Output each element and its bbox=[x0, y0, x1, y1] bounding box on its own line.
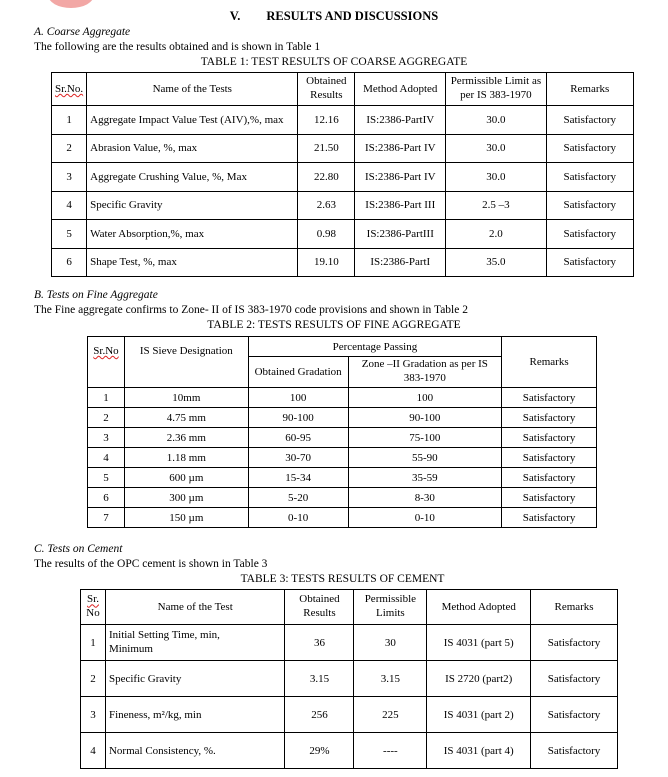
col-header-method: Method Adopted bbox=[427, 590, 531, 625]
cell-limit: 3.15 bbox=[354, 661, 427, 697]
cell-obtained: 29% bbox=[285, 733, 354, 769]
table-row bbox=[81, 625, 618, 661]
cell-sr: 4 bbox=[81, 733, 106, 769]
table-row bbox=[81, 733, 618, 769]
cell-sieve: 4.75 mm bbox=[124, 408, 248, 428]
cell-obtained: 90-100 bbox=[248, 408, 348, 428]
cell-obtained: 2.63 bbox=[298, 191, 355, 220]
cell-method: IS:2386-PartIII bbox=[355, 220, 446, 249]
cell-obtained: 30-70 bbox=[248, 448, 348, 468]
cell-limit: 30 bbox=[354, 625, 427, 661]
cell-zone: 8-30 bbox=[348, 488, 502, 508]
cell-method: IS:2386-Part IV bbox=[355, 134, 446, 163]
cell-obtained: 100 bbox=[248, 388, 348, 408]
col-header-zone: Zone –II Gradation as per IS 383-1970 bbox=[348, 357, 502, 388]
cell-zone: 75-100 bbox=[348, 428, 502, 448]
cell-sr: 5 bbox=[52, 220, 87, 249]
cell-test-name: Initial Setting Time, min, Minimum bbox=[105, 625, 285, 661]
cell-remarks: Satisfactory bbox=[502, 428, 597, 448]
cell-remarks: Satisfactory bbox=[502, 448, 597, 468]
cell-obtained: 0-10 bbox=[248, 508, 348, 528]
cell-limit: 30.0 bbox=[446, 106, 546, 135]
table-row bbox=[81, 697, 618, 733]
cell-limit: 35.0 bbox=[446, 248, 546, 277]
paragraph-a: The following are the results obtained and is shown in Table 1 bbox=[34, 41, 321, 53]
cell-limit: 2.0 bbox=[446, 220, 546, 249]
cell-limit: 30.0 bbox=[446, 163, 546, 192]
cell-zone: 0-10 bbox=[348, 508, 502, 528]
col-header-sr: Sr.No. bbox=[52, 73, 87, 106]
table-row bbox=[52, 134, 634, 163]
table-row bbox=[52, 106, 634, 135]
cell-remarks: Satisfactory bbox=[546, 106, 633, 135]
col-header-percentage-passing: Percentage Passing bbox=[248, 337, 501, 357]
cell-test-name: Aggregate Crushing Value, %, Max bbox=[87, 163, 298, 192]
col-header-obtained: Obtained Gradation bbox=[248, 357, 348, 388]
table3-caption: TABLE 3: TESTS RESULTS OF CEMENT bbox=[240, 573, 445, 585]
col-header-remarks: Remarks bbox=[531, 590, 618, 625]
cell-remarks: Satisfactory bbox=[546, 248, 633, 277]
cell-sr: 4 bbox=[52, 191, 87, 220]
cell-remarks: Satisfactory bbox=[546, 191, 633, 220]
table-cement bbox=[80, 589, 618, 769]
cell-zone: 35-59 bbox=[348, 468, 502, 488]
cell-remarks: Satisfactory bbox=[531, 733, 618, 769]
cell-remarks: Satisfactory bbox=[502, 388, 597, 408]
cell-obtained: 22.80 bbox=[298, 163, 355, 192]
cell-sr: 2 bbox=[81, 661, 106, 697]
cell-test-name: Shape Test, %, max bbox=[87, 248, 298, 277]
table-fine-aggregate bbox=[87, 336, 597, 528]
cell-test-name: Water Absorption,%, max bbox=[87, 220, 298, 249]
cell-sr: 3 bbox=[81, 697, 106, 733]
cell-remarks: Satisfactory bbox=[531, 625, 618, 661]
col-header-sieve: IS Sieve Designation bbox=[124, 337, 248, 388]
table-row bbox=[88, 508, 597, 528]
cell-obtained: 19.10 bbox=[298, 248, 355, 277]
cell-remarks: Satisfactory bbox=[502, 468, 597, 488]
col-header-remarks: Remarks bbox=[546, 73, 633, 106]
col-header-name: Name of the Test bbox=[105, 590, 285, 625]
cell-obtained: 60-95 bbox=[248, 428, 348, 448]
section-numeral: V. bbox=[229, 9, 241, 23]
table2-caption: TABLE 2: TESTS RESULTS OF FINE AGGREGATE bbox=[207, 319, 461, 331]
col-header-name: Name of the Tests bbox=[87, 73, 298, 106]
cell-test-name: Specific Gravity bbox=[105, 661, 285, 697]
cell-method: IS 4031 (part 2) bbox=[427, 697, 531, 733]
cell-limit: 2.5 –3 bbox=[446, 191, 546, 220]
cell-remarks: Satisfactory bbox=[546, 134, 633, 163]
cell-remarks: Satisfactory bbox=[502, 408, 597, 428]
paragraph-c: The results of the OPC cement is shown in Table 3 bbox=[34, 558, 268, 570]
cell-zone: 100 bbox=[348, 388, 502, 408]
table-row bbox=[88, 428, 597, 448]
col-header-obtained: Obtained Results bbox=[285, 590, 354, 625]
cell-obtained: 21.50 bbox=[298, 134, 355, 163]
table-header-row bbox=[88, 337, 597, 357]
col-header-method: Method Adopted bbox=[355, 73, 446, 106]
table-row bbox=[88, 408, 597, 428]
cell-obtained: 3.15 bbox=[285, 661, 354, 697]
cell-sieve: 150 µm bbox=[124, 508, 248, 528]
subsection-title-a: A. Coarse Aggregate bbox=[34, 26, 131, 38]
cell-method: IS 2720 (part2) bbox=[427, 661, 531, 697]
cell-obtained: 12.16 bbox=[298, 106, 355, 135]
subsection-title-c: C. Tests on Cement bbox=[34, 543, 123, 555]
table-row bbox=[88, 468, 597, 488]
subsection-title-b: B. Tests on Fine Aggregate bbox=[34, 289, 158, 301]
cell-obtained: 5-20 bbox=[248, 488, 348, 508]
table-row bbox=[88, 488, 597, 508]
paragraph-b: The Fine aggregate confirms to Zone- II of IS 383-1970 code provisions and shown in Table 2 bbox=[34, 304, 468, 316]
cell-sr: 4 bbox=[88, 448, 125, 468]
cell-test-name: Abrasion Value, %, max bbox=[87, 134, 298, 163]
col-header-limit: Permissible Limits bbox=[354, 590, 427, 625]
table1-caption: TABLE 1: TEST RESULTS OF COARSE AGGREGATE bbox=[200, 56, 468, 68]
decorative-blob bbox=[48, 0, 94, 8]
table-row bbox=[88, 388, 597, 408]
cell-sr: 6 bbox=[52, 248, 87, 277]
cell-zone: 90-100 bbox=[348, 408, 502, 428]
cell-method: IS 4031 (part 5) bbox=[427, 625, 531, 661]
cell-method: IS:2386-PartI bbox=[355, 248, 446, 277]
cell-sr: 5 bbox=[88, 468, 125, 488]
cell-obtained: 0.98 bbox=[298, 220, 355, 249]
cell-obtained: 256 bbox=[285, 697, 354, 733]
table-row bbox=[52, 191, 634, 220]
cell-remarks: Satisfactory bbox=[546, 163, 633, 192]
col-header-limit: Permissible Limit as per IS 383-1970 bbox=[446, 73, 546, 106]
cell-zone: 55-90 bbox=[348, 448, 502, 468]
cell-test-name: Normal Consistency, %. bbox=[105, 733, 285, 769]
cell-obtained: 15-34 bbox=[248, 468, 348, 488]
cell-sr: 3 bbox=[52, 163, 87, 192]
cell-limit: ---- bbox=[354, 733, 427, 769]
cell-remarks: Satisfactory bbox=[531, 661, 618, 697]
cell-sr: 1 bbox=[52, 106, 87, 135]
table-row bbox=[52, 248, 634, 277]
table-coarse-aggregate bbox=[51, 72, 634, 277]
cell-sr: 2 bbox=[88, 408, 125, 428]
cell-method: IS 4031 (part 4) bbox=[427, 733, 531, 769]
cell-remarks: Satisfactory bbox=[546, 220, 633, 249]
table-row bbox=[52, 220, 634, 249]
cell-remarks: Satisfactory bbox=[502, 488, 597, 508]
cell-method: IS:2386-Part III bbox=[355, 191, 446, 220]
cell-test-name: Aggregate Impact Value Test (AIV),%, max bbox=[87, 106, 298, 135]
cell-sieve: 600 µm bbox=[124, 468, 248, 488]
table-header-row bbox=[81, 590, 618, 625]
cell-sr: 7 bbox=[88, 508, 125, 528]
col-header-sr: Sr. No bbox=[81, 590, 106, 625]
cell-remarks: Satisfactory bbox=[531, 697, 618, 733]
cell-sieve: 2.36 mm bbox=[124, 428, 248, 448]
table-row bbox=[88, 448, 597, 468]
cell-sieve: 10mm bbox=[124, 388, 248, 408]
table-row bbox=[52, 163, 634, 192]
cell-sr: 1 bbox=[88, 388, 125, 408]
col-header-sr: Sr.No bbox=[88, 337, 125, 388]
cell-sr: 1 bbox=[81, 625, 106, 661]
section-heading bbox=[0, 9, 668, 23]
cell-sieve: 300 µm bbox=[124, 488, 248, 508]
cell-method: IS:2386-Part IV bbox=[355, 163, 446, 192]
cell-sr: 6 bbox=[88, 488, 125, 508]
cell-test-name: Fineness, m²/kg, min bbox=[105, 697, 285, 733]
cell-limit: 30.0 bbox=[446, 134, 546, 163]
cell-limit: 225 bbox=[354, 697, 427, 733]
cell-test-name: Specific Gravity bbox=[87, 191, 298, 220]
cell-sr: 3 bbox=[88, 428, 125, 448]
section-title: RESULTS AND DISCUSSIONS bbox=[266, 9, 439, 23]
cell-remarks: Satisfactory bbox=[502, 508, 597, 528]
cell-method: IS:2386-PartIV bbox=[355, 106, 446, 135]
col-header-remarks: Remarks bbox=[502, 337, 597, 388]
table-header-row bbox=[52, 73, 634, 106]
cell-sr: 2 bbox=[52, 134, 87, 163]
table-row bbox=[81, 661, 618, 697]
cell-obtained: 36 bbox=[285, 625, 354, 661]
cell-sieve: 1.18 mm bbox=[124, 448, 248, 468]
col-header-obtained: Obtained Results bbox=[298, 73, 355, 106]
